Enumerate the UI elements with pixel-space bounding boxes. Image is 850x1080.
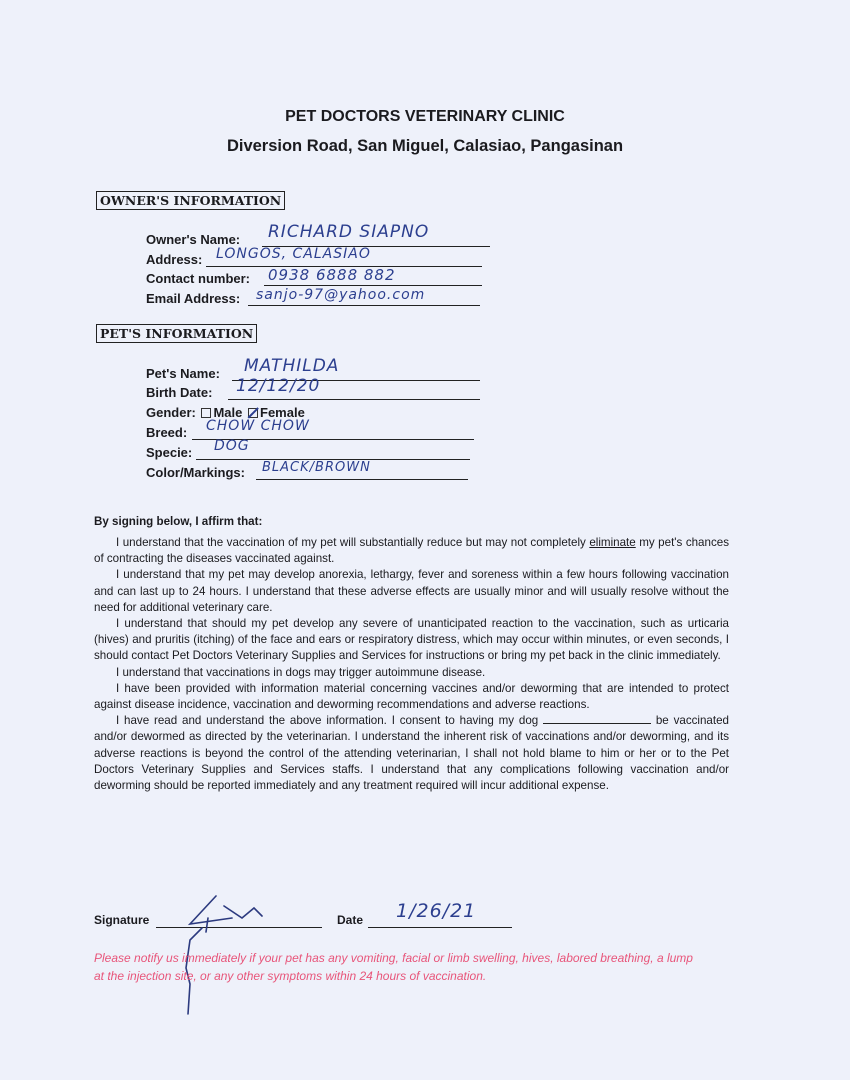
birth-date-label: Birth Date: xyxy=(146,385,213,400)
color-line xyxy=(256,479,468,480)
consent-paragraph-3: I understand that should my pet develop any severe of unanticipated reaction to the vaccination, such as urticaria (hives) and pruritis (itching) of the face and ears or respiratory distress, which may occur within minutes, or even seconds, I should contact Pet Doctors Veterinary Supplies and Services for instructions or bring my pet back in the clinic immediately. xyxy=(94,617,729,663)
pet-name-field[interactable]: MATHILDA xyxy=(244,356,340,376)
owner-section-title: OWNER'S INFORMATION xyxy=(96,191,285,210)
owner-name-label: Owner's Name: xyxy=(146,232,241,247)
contact-label: Contact number: xyxy=(146,271,250,286)
consent-paragraph-5: I have been provided with information material concerning vaccines and/or deworming that are intended to protect against disease incidence, vaccination and deworming recommendations and adverse reactions. xyxy=(94,681,729,712)
color-label: Color/Markings: xyxy=(146,465,245,480)
consent-paragraph-2: I understand that my pet may develop anorexia, lethargy, fever and soreness within a few hours following vaccination and can last up to 24 hours. I understand that these adverse effects are usually minor and will usually resolve without the need for additional veterinary care. xyxy=(94,568,729,614)
clinic-name: PET DOCTORS VETERINARY CLINIC xyxy=(285,108,565,125)
breed-field[interactable]: CHOW CHOW xyxy=(206,418,310,434)
consent-paragraph-1: I understand that the vaccination of my pet will substantially reduce but may not completely eliminate my pet's chances of contracting the diseases vaccinated against. xyxy=(94,536,729,566)
breed-label: Breed: xyxy=(146,425,188,440)
contact-line xyxy=(264,285,482,286)
pet-name-label: Pet's Name: xyxy=(146,366,220,381)
dog-name-blank[interactable] xyxy=(543,713,651,724)
address-field[interactable]: LONGOS, CALASIAO xyxy=(216,246,371,262)
email-label: Email Address: xyxy=(146,291,241,306)
male-checkbox[interactable] xyxy=(201,408,211,418)
affirm-heading: By signing below, I affirm that: xyxy=(94,515,263,528)
address-label: Address: xyxy=(146,252,203,267)
signature-label: Signature xyxy=(94,913,150,927)
consent-text xyxy=(94,535,729,794)
gender-female-label: Female xyxy=(260,405,305,420)
consent-paragraph-4: I understand that vaccinations in dogs may trigger autoimmune disease. xyxy=(116,665,486,679)
gender-label: Gender: xyxy=(146,405,196,420)
specie-field[interactable]: DOG xyxy=(214,438,250,454)
date-label: Date xyxy=(337,913,364,927)
specie-label: Specie: xyxy=(146,445,193,460)
pet-section-title: PET'S INFORMATION xyxy=(96,324,257,343)
aftercare-notice: Please notify us immediately if your pet has any vomiting, facial or limb swelling, hives, labored breathing, a lump at the injection site, or any other symptoms within 24 hours of vaccination. xyxy=(94,951,693,983)
color-field[interactable]: BLACK/BROWN xyxy=(262,460,371,475)
contact-field[interactable]: 0938 6888 882 xyxy=(268,266,396,284)
date-line xyxy=(368,927,512,928)
consent-paragraph-6: I have read and understand the above information. I consent to having my dog be vaccinated and/or dewormed as directed by the veterinarian. I understand the inherent risk of vaccinations and/or deworming, and its adverse reactions is beyond the control of the attending veterinarian, I shall not hold blame to him or her or to the Pet Doctors Veterinary Supplies and Services staffs. I understand that any complications following vaccination and/or deworming should be reported immediately and any treatment required will incur additional expense. xyxy=(94,714,729,793)
email-line xyxy=(248,305,480,306)
owner-name-field[interactable]: RICHARD SIAPNO xyxy=(268,222,430,242)
birth-date-line xyxy=(228,399,480,400)
gender-male-label: Male xyxy=(213,405,243,420)
email-field[interactable]: sanjo-97@yahoo.com xyxy=(256,287,426,303)
date-field[interactable]: 1/26/21 xyxy=(396,900,477,922)
female-checkbox[interactable] xyxy=(248,408,258,418)
birth-date-field[interactable]: 12/12/20 xyxy=(236,376,321,396)
clinic-address: Diversion Road, San Miguel, Calasiao, Pangasinan xyxy=(226,137,624,155)
